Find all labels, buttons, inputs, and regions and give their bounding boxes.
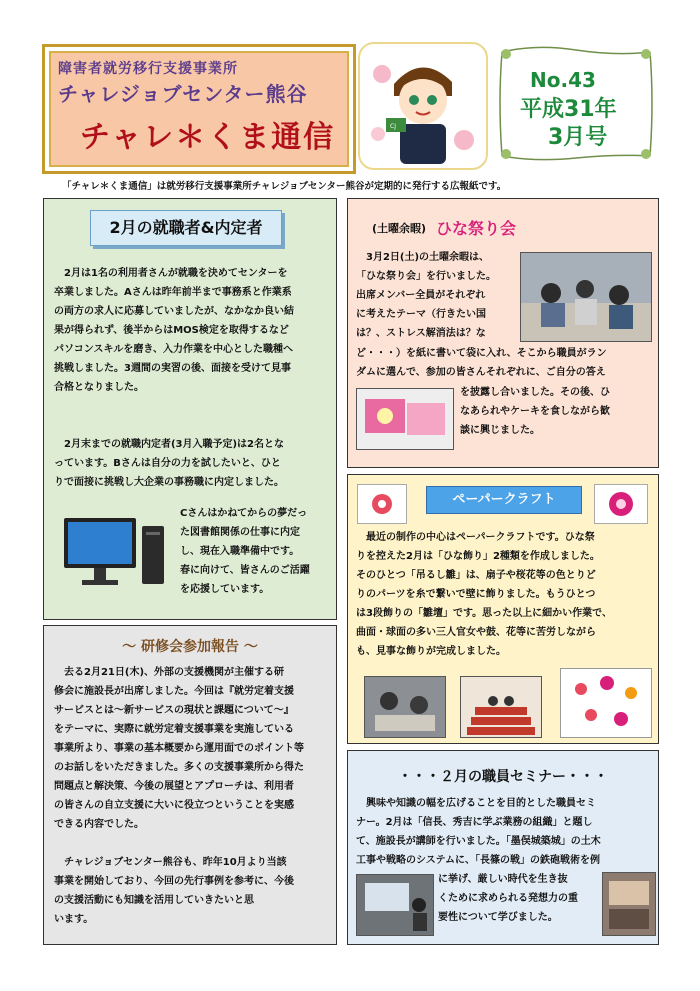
hina-paragraph-2: ど・・・）を紙に書いて袋に入れ、そこから職員がラン ダムに選んで、参加の皆さんそれぞれに、ご自分の答え bbox=[356, 348, 607, 378]
training-paragraph-2: チャレジョブセンター熊谷も、昨年10月より当該 事業を開始しており、今回の先行事例を参考に、今後 の支援活動にも知識を活用していきたいと思 います。 bbox=[54, 857, 294, 925]
hina-paragraph-3: を披露し合いました。その後、ひ なあられやケーキを食しながら歓 談に興じました。 bbox=[460, 387, 610, 436]
hina-snacks-photo bbox=[356, 388, 454, 450]
employment-title: 2月の就職者&内定者 bbox=[90, 210, 282, 246]
seminar-photo-2 bbox=[602, 872, 656, 936]
employment-paragraph-3: Cさんはかねてからの夢だっ た図書館関係の仕事に内定 し、現在入職準備中です。 春に向けて、皆さんのご活躍 を応援しています。 bbox=[180, 508, 310, 595]
training-paragraph-1: 去る2月21日(木)、外部の支援機関が主催する研 修会に施設長が出席しました。今回は『就労定着支援 サービスとは～新サービスの現状と課題について～』 をテーマに、実際に就労定着支援事業を実施している 事業所より、事業の基本概要から運用面でのポイント等 のお話しをいただきました。多くの支援事業所から得た 問題点と解決策、今後の展望とアプローチは、利用者 の皆さんの自立支援に大いに役立つということを実感 できる内容でした。 bbox=[54, 667, 304, 830]
papercraft-banner: ペーパークラフト bbox=[426, 486, 582, 514]
hina-party-photo bbox=[520, 252, 652, 342]
seminar-photo-1 bbox=[356, 874, 434, 936]
issue-month: 3月号 bbox=[548, 125, 608, 150]
mascot-illustration bbox=[358, 42, 488, 170]
seminar-paragraph-1: 興味や知識の幅を広げることを目的とした職員セミ ナー。2月は「信長、秀吉に学ぶ業務の組織」と題し て、施設長が講師を行いました。「墨俣城築城」の土木 工事や戦略のシステムに、「長篠の戦」の鉄砲戦術を例 bbox=[356, 798, 601, 866]
seminar-title: ・・・２月の職員セミナー・・・ bbox=[398, 769, 608, 785]
training-title: ～ 研修会参加報告 ～ bbox=[122, 639, 258, 655]
hina-category: (土曜余暇) bbox=[372, 222, 427, 235]
issue-era: 平成31年 bbox=[520, 97, 617, 122]
org-name-line2: チャレジョブセンター熊谷 bbox=[58, 82, 308, 106]
newsletter-title: チャレ＊くま通信 bbox=[80, 120, 336, 155]
computer-icon bbox=[60, 508, 170, 594]
svg-text:CJ: CJ bbox=[390, 123, 396, 130]
flower-decoration-icon bbox=[357, 484, 407, 524]
tagline: 「チャレ＊くま通信」は就労移行支援事業所チャレジョブセンター熊谷が定期的に発行する広報紙です。 bbox=[62, 181, 507, 192]
hina-title: ひな祭り会 bbox=[436, 219, 517, 238]
papercraft-photo-1 bbox=[364, 676, 446, 738]
org-name-line1: 障害者就労移行支援事業所 bbox=[58, 61, 238, 77]
employment-paragraph-2: 2月末までの就職内定者(3月入職予定)は2名とな っています。Bさんは自分の力を試したいと、ひと りで面接に挑戦し大企業の事務職に内定しました。 bbox=[54, 439, 285, 488]
employment-paragraph-1: 2月は1名の利用者さんが就職を決めてセンターを 卒業しました。Aさんは昨年前半まで事務系と作業系 の両方の求人に応募していましたが、なかなか良い結 果が得られず、後半からはMOS検定を取得するなど パソコンスキルを磨き、入力作業を中心とした職種へ 挑戦しました。3週間の実習の後、面接を受けて見事 合格となりました。 bbox=[54, 268, 294, 393]
flower-decoration-icon bbox=[594, 484, 648, 524]
hina-paragraph-1: 3月2日(土)の土曜余暇は、 「ひな祭り会」を行いました。 出席メンバー全員がそれぞれ に考えたテーマ（行きたい国 は？、ストレス解消法は？な bbox=[356, 252, 496, 339]
papercraft-photo-2 bbox=[460, 676, 542, 738]
papercraft-paragraph: 最近の制作の中心はペーパークラフトです。ひな祭 りを控えた2月は「ひな飾り」2種類を作成しました。 そのひとつ「吊るし雛」は、扇子や桜花等の色とりど りのパーツを糸で繋いで壁に飾りました。もうひとつ は3段飾りの「雛壇」です。思った以上に細かい作業で、 曲面・球面の多い三人官女や鼓、花等に苦労しながら も、見事な飾りが完成しました。 bbox=[356, 532, 612, 657]
papercraft-photo-3 bbox=[560, 668, 652, 738]
issue-number: No.43 bbox=[530, 68, 596, 92]
mascot-icon bbox=[360, 44, 486, 168]
seminar-paragraph-2: に挙げ、厳しい時代を生き抜 くために求められる発想力の重 要性について学びました。 bbox=[438, 874, 578, 923]
